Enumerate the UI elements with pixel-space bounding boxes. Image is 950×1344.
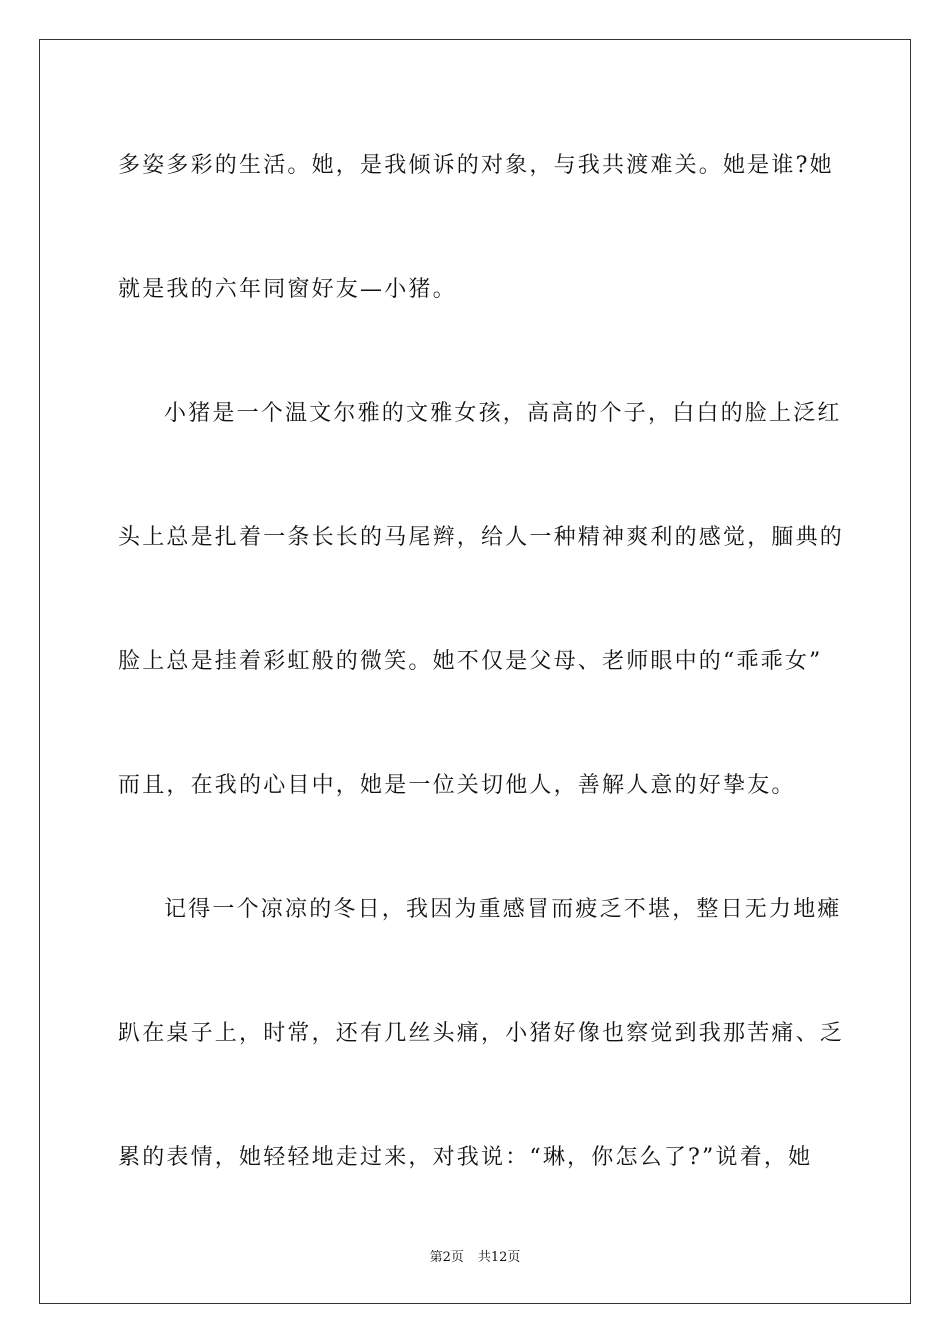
- paragraph-line: 趴在桌子上，时常，还有几丝头痛，小猪好像也察觉到我那苦痛、乏: [118, 1021, 845, 1046]
- page-footer: [40, 1250, 910, 1266]
- paragraph-line: 头上总是扎着一条长长的马尾辫，给人一种精神爽利的感觉，腼典的: [118, 525, 845, 550]
- paragraph-line: 多姿多彩的生活。她，是我倾诉的对象，与我共渡难关。她是谁?她: [118, 153, 834, 178]
- paragraph-line: 记得一个凉凉的冬日，我因为重感冒而疲乏不堪，整日无力地瘫: [164, 897, 842, 922]
- page-number: 第2页: [429, 1250, 464, 1265]
- paragraph-line: 累的表情，她轻轻地走过来，对我说：“琳，你怎么了?”说着，她: [118, 1145, 813, 1170]
- paragraph-line: 而且，在我的心目中，她是一位关切他人，善解人意的好挚友。: [118, 773, 796, 798]
- page-total: 共12页: [477, 1250, 521, 1265]
- paragraph-line: 脸上总是挂着彩虹般的微笑。她不仅是父母、老师眼中的“乖乖女”: [118, 649, 823, 674]
- paragraph-line: 就是我的六年同窗好友—小猪。: [118, 277, 457, 302]
- document-body: [40, 40, 910, 1303]
- page-frame: [39, 39, 911, 1304]
- paragraph-line: 小猪是一个温文尔雅的文雅女孩，高高的个子，白白的脸上泛红: [164, 401, 842, 426]
